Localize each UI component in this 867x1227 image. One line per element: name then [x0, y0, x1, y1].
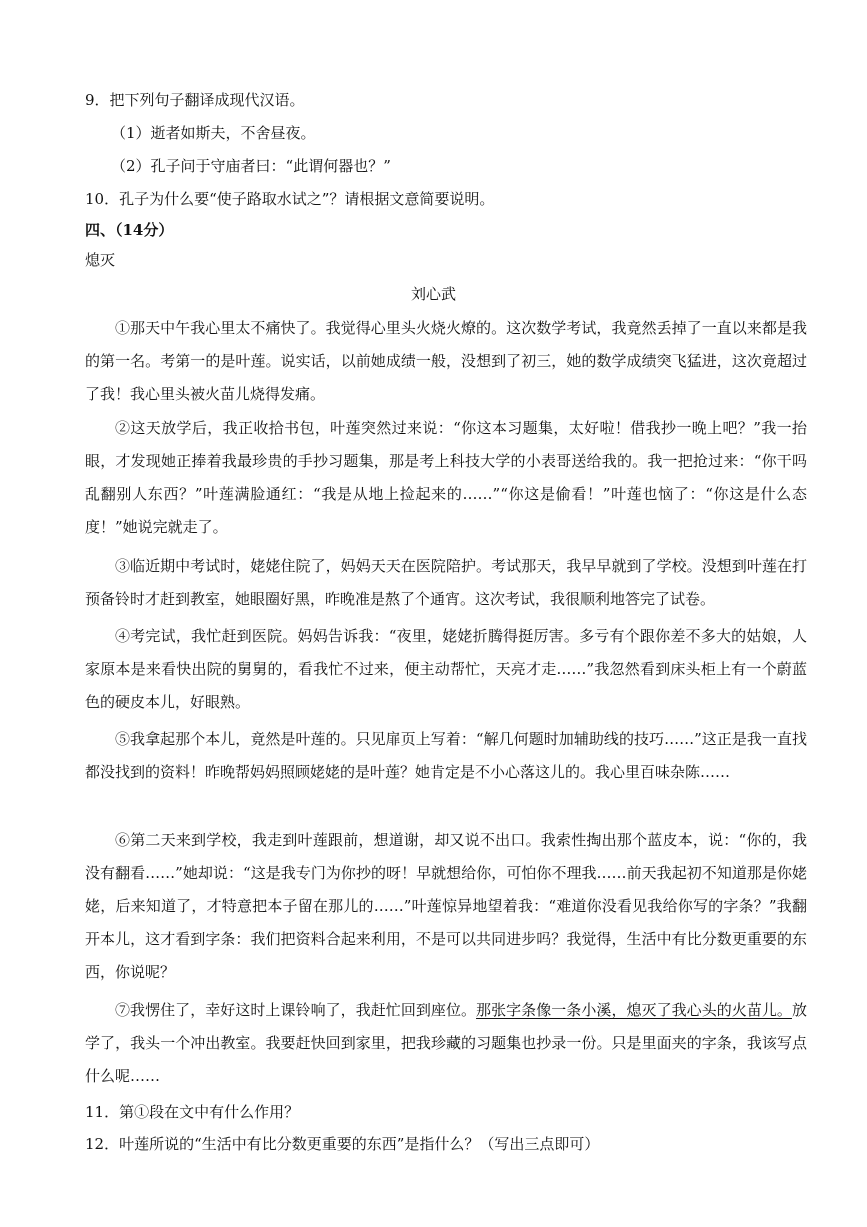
paragraph-7-end: 放学了，我头一个冲出教室。我要赶快回到家里，把我珍藏的习题集也抄录一份。只是里面夹的字条，我该写点什么呢…… [85, 1001, 807, 1085]
paragraph-7-start: ⑦我愣住了，幸好这时上课铃响了，我赶忙回到座位。 [115, 1001, 477, 1019]
underlined-sentence: 那张字条像一条小溪，熄灭了我心头的火苗儿。 [476, 1001, 792, 1019]
question-11: 11．第①段在文中有什么作用？ [85, 1103, 300, 1121]
question-9-2: （2）孔子问于守庙者曰：“此谓何器也？” [111, 157, 391, 175]
question-9-1: （1）逝者如斯夫，不舍昼夜。 [111, 124, 316, 142]
article-paragraph-2: ②这天放学后，我正收拾书包，叶莲突然过来说：“你这本习题集，太好啦！借我抄一晚上吧？”我一抬眼，才发现她正捧着我最珍贵的手抄习题集，那是考上科技大学的小表哥送给我的。我一把抢过来：“你干吗乱翻别人东西？”叶莲满脸通红：“我是从地上捡起来的……”“你这是偷看！”叶莲也恼了：“你这是什么态度！”她说完就走了。 [85, 419, 807, 536]
article-author: 刘心武 [410, 285, 456, 303]
section-heading: 四、（14分） [85, 221, 174, 239]
question-9: 9．把下列句子翻译成现代汉语。 [85, 91, 305, 109]
question-10: 10．孔子为什么要“使子路取水试之”？请根据文意简要说明。 [85, 190, 495, 208]
article-paragraph-3: ③临近期中考试时，姥姥住院了，妈妈天天在医院陪护。考试那天，我早早就到了学校。没想到叶莲在打预备铃时才赶到教室，她眼圈好黑，昨晚准是熬了个通宵。这次考试，我很顺利地答完了试卷。 [85, 557, 807, 608]
article-paragraph-5: ⑤我拿起那个本儿，竟然是叶莲的。只见扉页上写着：“解几何题时加辅助线的技巧……”这正是我一直找都没找到的资料！昨晚帮妈妈照顾姥姥的是叶莲？她肯定是不小心落这儿的。我心里百味杂陈…… [85, 730, 807, 781]
article-paragraph-1: ①那天中午我心里太不痛快了。我觉得心里头火烧火燎的。这次数学考试，我竟然丢掉了一直以来都是我的第一名。考第一的是叶莲。说实话，以前她成绩一般，没想到了初三，她的数学成绩突飞猛进，这次竟超过了我！我心里头被火苗儿烧得发痛。 [85, 319, 807, 403]
article-title: 熄灭 [85, 251, 116, 269]
article-paragraph-7 [85, 994, 807, 1093]
article-paragraph-4: ④考完试，我忙赶到医院。妈妈告诉我：“夜里，姥姥折腾得挺厉害。多亏有个跟你差不多大的姑娘，人家原本是来看快出院的舅舅的，看我忙不过来，便主动帮忙，天亮才走……”我忽然看到床头柜上有一个蔚蓝色的硬皮本儿，好眼熟。 [85, 627, 807, 711]
article-paragraph-6: ⑥第二天来到学校，我走到叶莲跟前，想道谢，却又说不出口。我索性掏出那个蓝皮本，说：“你的，我没有翻看……”她却说：“这是我专门为你抄的呀！早就想给你，可怕你不理我……前天我起初不知道那是你姥姥，后来知道了，才特意把本子留在那儿的……”叶莲惊异地望着我：“难道你没看见我给你写的字条？”我翻开本儿，这才看到字条：我们把资料合起来利用，不是可以共同进步吗？我觉得，生活中有比分数更重要的东西，你说呢？ [85, 831, 807, 981]
question-12: 12．叶莲所说的“生活中有比分数更重要的东西”是指什么？（写出三点即可） [85, 1135, 600, 1153]
